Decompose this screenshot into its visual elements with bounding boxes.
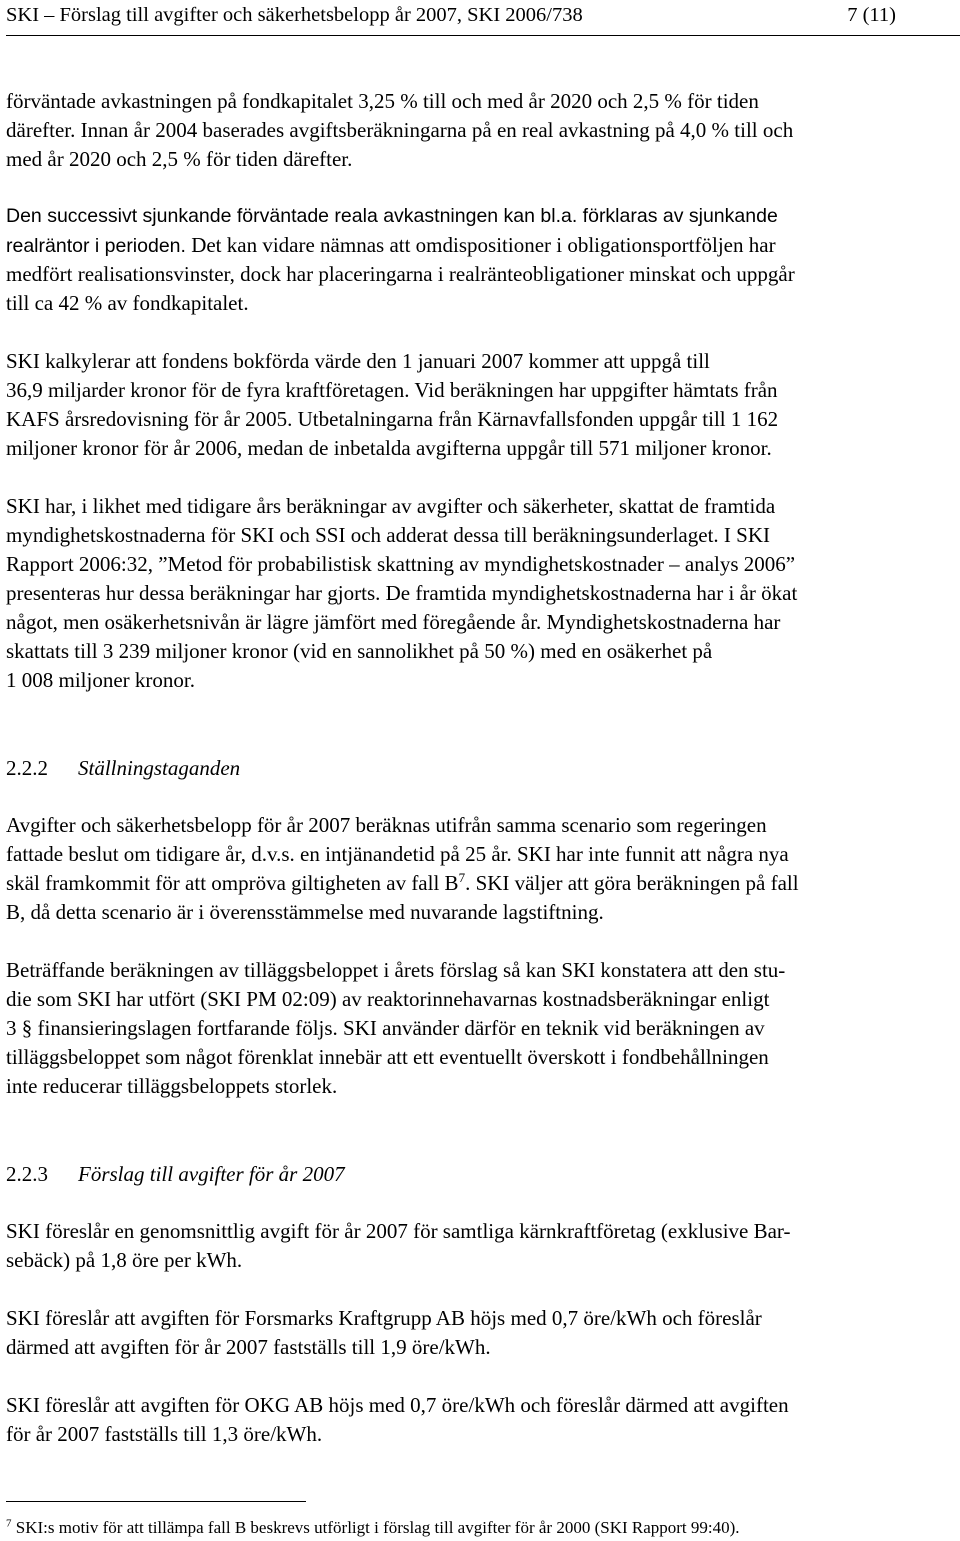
paragraph-line: skattats till 3 239 miljoner kronor (vid en sannolikhet på 50 %) med en osäkerhet på — [6, 639, 713, 663]
paragraph-line: SKI föreslår en genomsnittlig avgift för år 2007 för samtliga kärnkraftföretag (exklusive Bar- — [6, 1219, 791, 1243]
section-number: 2.2.3 — [6, 1162, 48, 1186]
section-title: Förslag till avgifter för år 2007 — [78, 1162, 345, 1186]
paragraph-line: SKI har, i likhet med tidigare års beräkningar av avgifter och säkerheter, skattat de framtida — [6, 494, 776, 518]
paragraph-line: SKI föreslår att avgiften för OKG AB höjs med 0,7 öre/kWh och föreslår därmed att avgiften — [6, 1393, 789, 1417]
paragraph-line: B, då detta scenario är i överensstämmelse med nuvarande lagstiftning. — [6, 900, 604, 924]
paragraph-line: Den successivt sjunkande förväntade reala avkastningen kan bl.a. förklaras av sjunkande — [6, 205, 778, 227]
footnote-number: 7 — [6, 1517, 12, 1530]
footnote-divider — [6, 1501, 306, 1502]
section-heading-2-2-3 — [6, 1161, 345, 1187]
paragraph-line: förväntade avkastningen på fondkapitalet 3,25 % till och med år 2020 och 2,5 % för tiden — [6, 89, 759, 113]
paragraph-line — [6, 870, 799, 896]
footnote-text: SKI:s motiv för att tillämpa fall B beskrevs utförligt i förslag till avgifter för år 2000 (SKI Rapport 99:40). — [15, 1518, 740, 1537]
paragraph-line: därefter. Innan år 2004 baserades avgiftsberäkningarna på en real avkastning på 4,0 % till och — [6, 118, 794, 142]
paragraph-line: miljoner kronor för år 2006, medan de inbetalda avgifterna uppgår till 571 miljoner kronor. — [6, 436, 772, 460]
header-divider — [6, 35, 960, 36]
paragraph-fragment: Det kan vidare nämnas att omdispositioner i obligationsportföljen har — [191, 233, 776, 257]
paragraph-line: Rapport 2006:32, ”Metod för probabilistisk skattning av myndighetskostnader – analys 2006” — [6, 552, 796, 576]
paragraph-line: 3 § finansieringslagen fortfarande följs. SKI använder därför en teknik vid beräkningen av — [6, 1016, 765, 1040]
paragraph-line: SKI föreslår att avgiften för Forsmarks Kraftgrupp AB höjs med 0,7 öre/kWh och föreslår — [6, 1306, 762, 1330]
paragraph-line: presenteras hur dessa beräkningar har gjorts. De framtida myndighetskostnaderna har i år ökat — [6, 581, 798, 605]
paragraph-line: die som SKI har utfört (SKI PM 02:09) av reaktorinnehavarnas kostnadsberäkningar enligt — [6, 987, 770, 1011]
section-title: Ställningstaganden — [78, 756, 241, 780]
paragraph-line: till ca 42 % av fondkapitalet. — [6, 291, 249, 315]
paragraph-line: med år 2020 och 2,5 % för tiden därefter. — [6, 147, 353, 171]
page-header — [6, 2, 956, 32]
paragraph-line: för år 2007 fastställs till 1,3 öre/kWh. — [6, 1422, 323, 1446]
paragraph-line: tilläggsbeloppet som något förenklat innebär att ett eventuellt överskott i fondbehållningen — [6, 1045, 769, 1069]
paragraph-line: 1 008 miljoner kronor. — [6, 668, 195, 692]
paragraph-line: myndighetskostnaderna för SKI och SSI och adderat dessa till beräkningsunderlaget. I SKI — [6, 523, 770, 547]
paragraph-fragment: . SKI väljer att göra beräkningen på fall — [465, 871, 799, 895]
paragraph-line — [6, 232, 776, 259]
paragraph-line: medfört realisationsvinster, dock har placeringarna i realränteobligationer minskat och uppgår — [6, 262, 795, 286]
header-page-number: 7 (11) — [847, 4, 896, 26]
header-title: SKI – Förslag till avgifter och säkerhetsbelopp år 2007, SKI 2006/738 — [6, 4, 583, 26]
paragraph-line: inte reducerar tilläggsbeloppets storlek. — [6, 1074, 338, 1098]
section-number: 2.2.2 — [6, 756, 48, 780]
paragraph-fragment: realräntor i perioden. — [6, 235, 186, 257]
paragraph-line: fattade beslut om tidigare år, d.v.s. en intjänandetid på 25 år. SKI har inte funnit att några nya — [6, 842, 789, 866]
footnote-reference[interactable]: 7 — [458, 870, 466, 885]
paragraph-line: sebäck) på 1,8 öre per kWh. — [6, 1248, 243, 1272]
footnote — [6, 1517, 740, 1539]
paragraph-fragment: skäl framkommit för att ompröva giltigheten av fall B — [6, 871, 459, 895]
paragraph-line: därmed att avgiften för år 2007 fastställs till 1,9 öre/kWh. — [6, 1335, 491, 1359]
paragraph-line: något, men osäkerhetsnivån är lägre jämfört med föregående år. Myndighetskostnaderna har — [6, 610, 781, 634]
section-heading-2-2-2 — [6, 755, 240, 781]
paragraph-line: SKI kalkylerar att fondens bokförda värde den 1 januari 2007 kommer att uppgå till — [6, 349, 710, 373]
paragraph-line: Beträffande beräkningen av tilläggsbeloppet i årets förslag så kan SKI konstatera att den stu- — [6, 958, 786, 982]
paragraph-line: 36,9 miljarder kronor för de fyra kraftföretagen. Vid beräkningen har uppgifter hämtats från — [6, 378, 778, 402]
paragraph-line: Avgifter och säkerhetsbelopp för år 2007 beräknas utifrån samma scenario som regeringen — [6, 813, 767, 837]
paragraph-line: KAFS årsredovisning för år 2005. Utbetalningarna från Kärnavfallsfonden uppgår till 1 162 — [6, 407, 779, 431]
